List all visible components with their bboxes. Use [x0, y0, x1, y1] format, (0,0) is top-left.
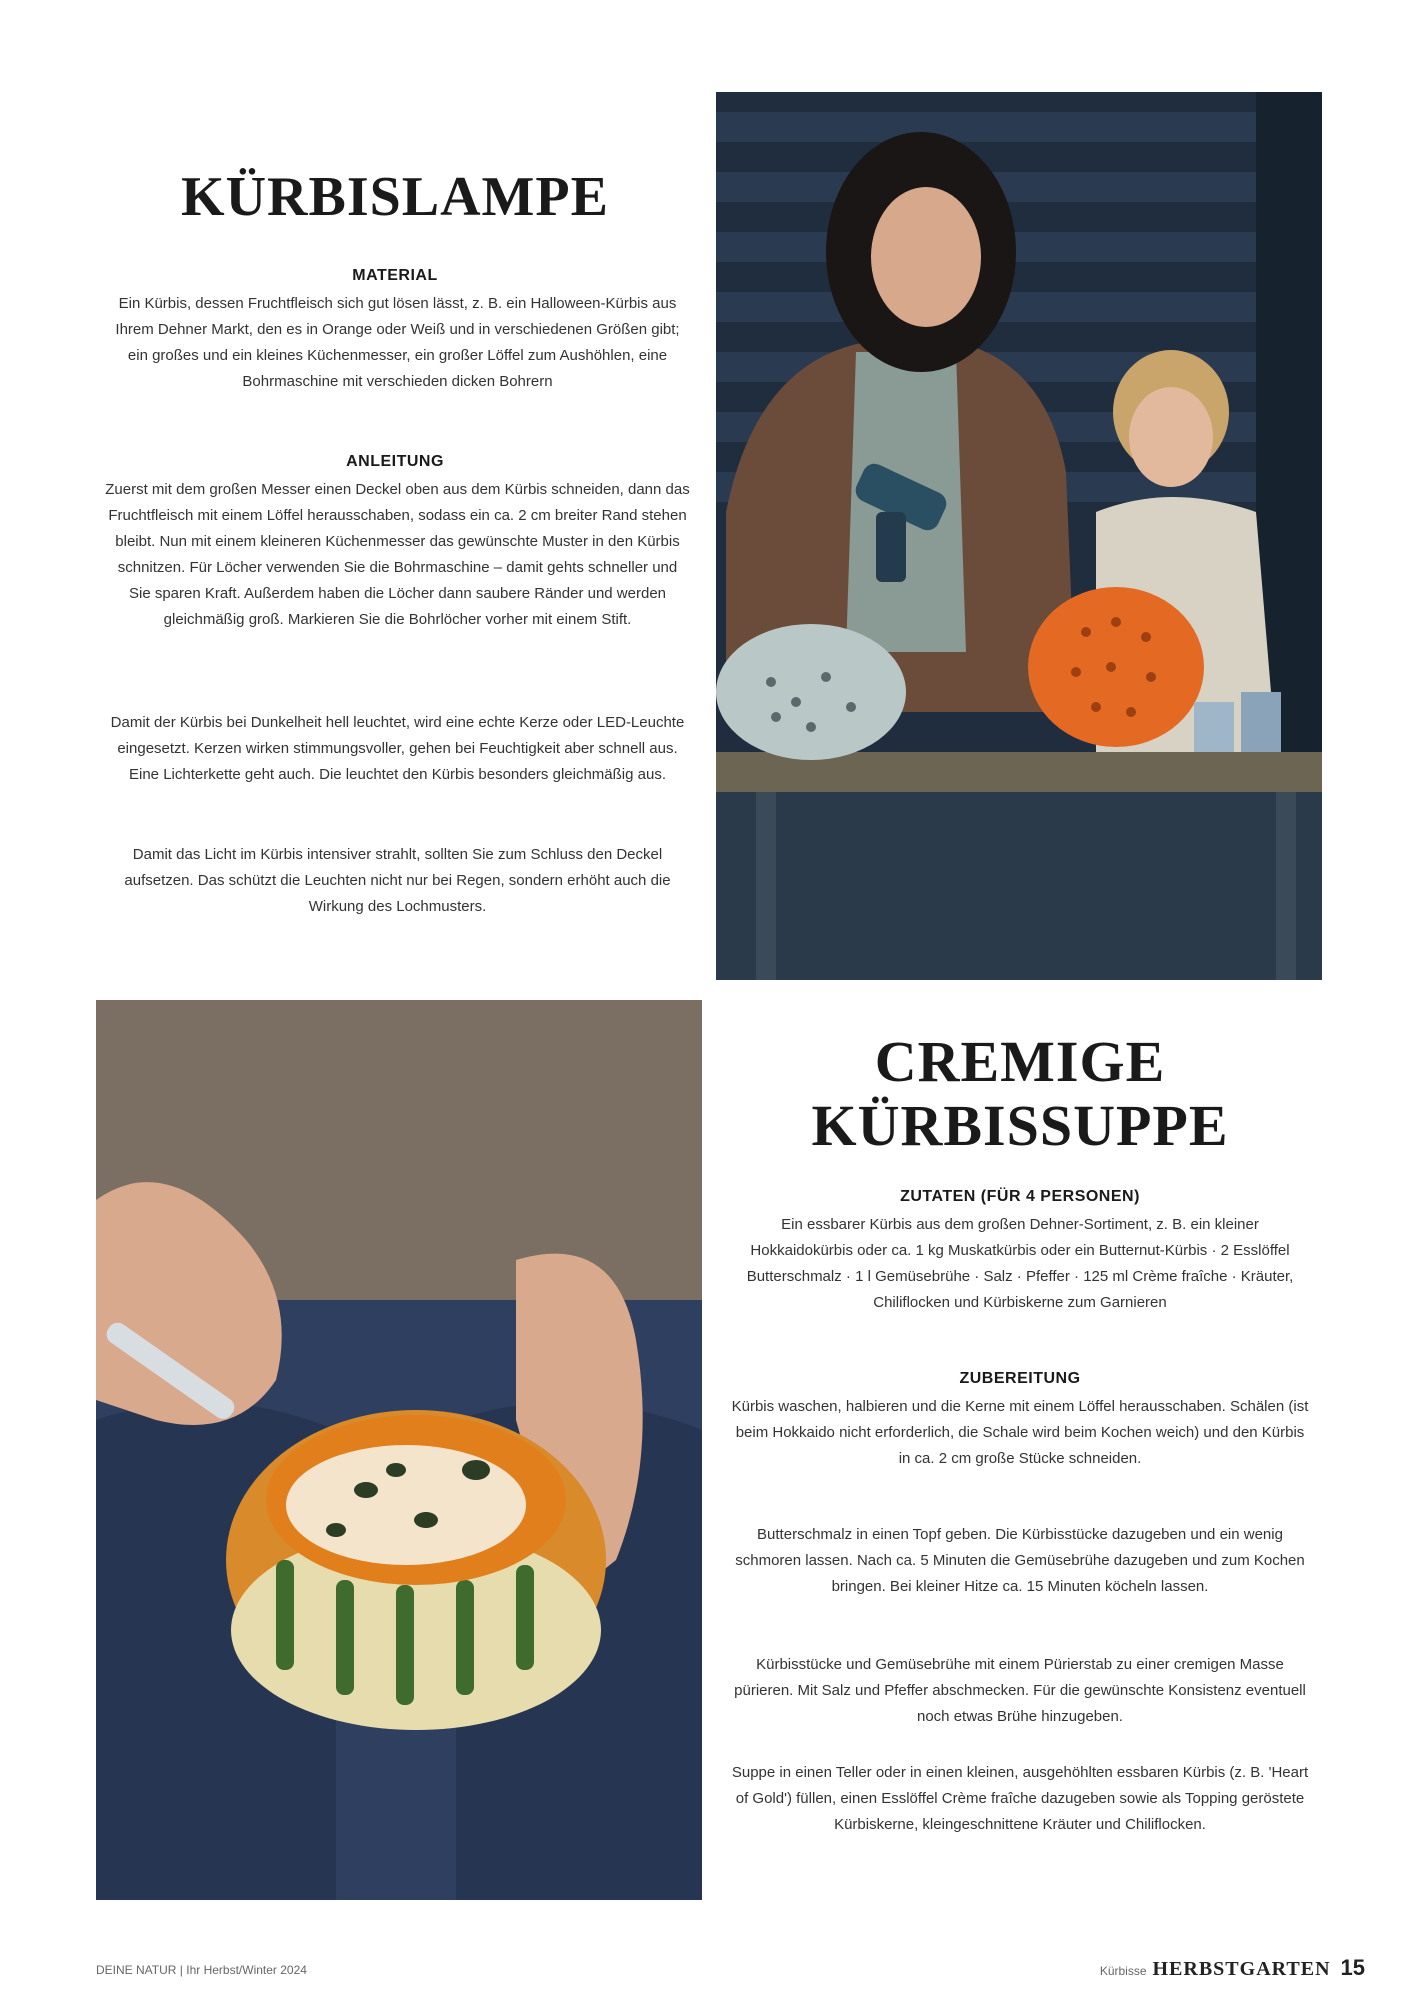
prep-text-3: Kürbisstücke und Gemüsebrühe mit einem Pürierstab zu einer cremigen Masse pürieren. Mit Salz und Pfeffer abschmecken. Für die gewünschte Konsistenz eventuell noch etwas Brühe hinzugeben. [734, 1656, 1306, 1725]
pumpkin-lamp-illustration [716, 92, 1322, 980]
footer-brand: HERBSTGARTEN [1152, 1958, 1331, 1980]
footer-section: Kürbisse [1099, 1964, 1147, 1978]
candle-text: Damit der Kürbis bei Dunkelheit hell leuchtet, wird eine echte Kerze oder LED-Leuchte eingesetzt. Kerzen wirken stimmungsvoller, gehen bei Feuchtigkeit aber schnell aus. Eine Lichterkette geht auch. Die leuchtet den Kürbis besonders gleichmäßig aus. [110, 714, 685, 783]
material-text: Ein Kürbis, dessen Fruchtfleisch sich gut lösen lässt, z. B. ein Halloween-Kürbis aus Ihrem Dehner Markt, den es in Orange oder Weiß und in verschiedenen Größen gibt; ein großes und ein kleines Küchenmesser, ein großer Löffel zum Aushöhlen, eine Bohrmaschine mit verschieden dicken Bohrern [115, 295, 680, 390]
material-heading: MATERIAL [352, 267, 438, 284]
prep-text-1: Kürbis waschen, halbieren und die Kerne mit einem Löffel herausschaben. Schälen (ist beim Hokkaido nicht erforderlich, die Schale wird beim Kochen weich) und den Kürbis in ca. 2 cm große Stücke schneiden. [731, 1398, 1309, 1467]
ingredients-text: Ein essbarer Kürbis aus dem großen Dehner-Sortiment, z. B. ein kleiner Hokkaidokürbis oder ca. 1 kg Muskatkürbis oder ein Butternut-Kürbis · 2 Esslöffel Butterschmalz · 1 l Gemüsebrühe · Salz · Pfeffer · 125 ml Crème fraîche · Kräuter, Chiliflocken und Kürbiskerne zum Garnieren [746, 1216, 1294, 1311]
preparation-heading: ZUBEREITUNG [959, 1370, 1081, 1387]
prep-text-2: Butterschmalz in einen Topf geben. Die Kürbisstücke dazugeben und ein wenig schmoren lassen. Nach ca. 5 Minuten die Gemüsebrühe dazugeben und zum Kochen bringen. Bei kleiner Hitze ca. 15 Minuten köcheln lassen. [735, 1526, 1305, 1595]
footer-right [1100, 1955, 1365, 1981]
instructions-text: Zuerst mit dem großen Messer einen Deckel oben aus dem Kürbis schneiden, dann das Fruchtfleisch mit einem Löffel herausschaben, sodass ein ca. 2 cm breiter Rand stehen bleibt. Nun mit einem kleineren Küchenmesser das gewünschte Muster in den Kürbis schnitzen. Für Löcher verwenden Sie die Bohrmaschine – damit gehts schneller und Sie sparen Kraft. Außerdem haben die Löcher dann saubere Ränder und werden gleichmäßig groß. Markieren Sie die Bohrlöcher vorher mit einem Stift. [105, 481, 690, 628]
instructions-heading: ANLEITUNG [346, 453, 444, 470]
pumpkin-lamp-photo [716, 92, 1322, 980]
prep-text-4: Suppe in einen Teller oder in einen kleinen, ausgehöhlten essbaren Kürbis (z. B. 'Heart of Gold') füllen, einen Esslöffel Crème fraîche dazugeben sowie als Topping geröstete Kürbiskerne, kleingeschnittene Kräuter und Chiliflocken. [731, 1764, 1309, 1833]
footer-left: DEINE NATUR | Ihr Herbst/Winter 2024 [96, 1963, 307, 1977]
ingredients-heading: ZUTATEN (FÜR 4 PERSONEN) [900, 1188, 1140, 1205]
soup-title-line1: CREMIGE [874, 1029, 1166, 1094]
pumpkin-soup-illustration [96, 1000, 702, 1900]
lid-text: Damit das Licht im Kürbis intensiver strahlt, sollten Sie zum Schluss den Deckel aufsetzen. Das schützt die Leuchten nicht nur bei Regen, sondern erhöht auch die Wirkung des Lochmusters. [124, 846, 671, 915]
soup-title-line2: KÜRBISSUPPE [811, 1093, 1229, 1158]
page-number: 15 [1340, 1955, 1365, 1980]
lamp-title: KÜRBISLAMPE [181, 166, 609, 228]
pumpkin-soup-photo [96, 1000, 702, 1900]
soup-title [720, 1030, 1320, 1158]
